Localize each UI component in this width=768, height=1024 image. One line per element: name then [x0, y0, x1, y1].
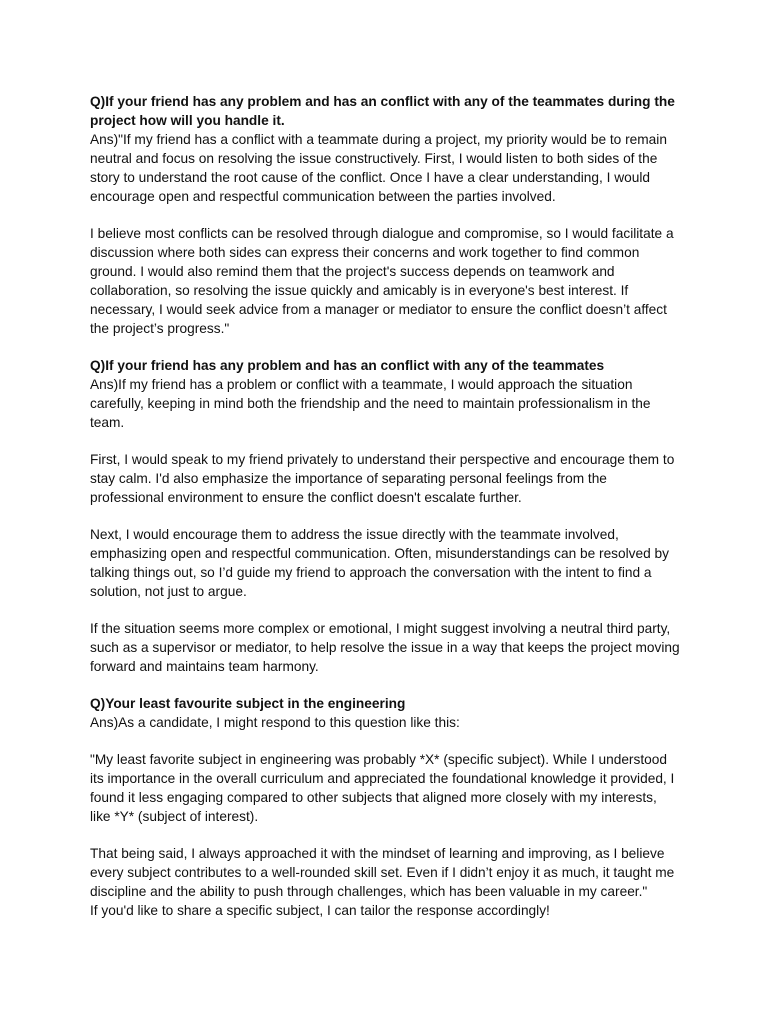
qa-section-1 — [90, 92, 680, 338]
answer-paragraph: Ans)If my friend has a problem or conflict with a teammate, I would approach the situation carefully, keeping in mind both the friendship and the need to maintain professionalism in the team. — [90, 377, 651, 430]
answer-paragraph: That being said, I always approached it with the mindset of learning and improving, as I believe every subject contributes to a well-rounded skill set. Even if I didn’t enjoy it as much, it taught me discipline and the ability to push through challenges, which has been valuable in my career." If you'd like to share a specific subject, I can tailor the response accordingly! — [90, 846, 675, 918]
answer-paragraph: First, I would speak to my friend privately to understand their perspective and encourage them to stay calm. I'd also emphasize the importance of separating personal feelings from the professional environment to ensure the conflict doesn't escalate further. — [90, 452, 675, 505]
qa-section-3 — [90, 694, 680, 920]
answer-paragraph: I believe most conflicts can be resolved through dialogue and compromise, so I would facilitate a discussion where both sides can express their concerns and work together to find common ground. I would also remind them that the project's success depends on teamwork and collaboration, so resolving the issue quickly and amicably is in everyone's best interest. If necessary, I would seek advice from a manager or mediator to ensure the conflict doesn’t affect the project’s progress." — [90, 226, 674, 336]
question-heading: Q)If your friend has any problem and has an conflict with any of the teammates during the project how will you handle it. — [90, 94, 675, 128]
answer-paragraph: "My least favorite subject in engineering was probably *X* (specific subject). While I understood its importance in the overall curriculum and appreciated the foundational knowledge it provided, I found it less engaging compared to other subjects that aligned more closely with my interests, like *Y* (subject of interest). — [90, 752, 675, 824]
question-heading: Q)Your least favourite subject in the engineering — [90, 696, 406, 711]
answer-paragraph: Next, I would encourage them to address the issue directly with the teammate involved, emphasizing open and respectful communication. Often, misunderstandings can be resolved by talking things out, so I’d guide my friend to approach the conversation with the intent to find a solution, not just to argue. — [90, 527, 670, 599]
qa-section-2 — [90, 356, 680, 676]
document-page — [90, 92, 680, 938]
question-heading: Q)If your friend has any problem and has an conflict with any of the teammates — [90, 358, 605, 373]
answer-paragraph: Ans)As a candidate, I might respond to this question like this: — [90, 715, 460, 730]
answer-paragraph: If the situation seems more complex or emotional, I might suggest involving a neutral third party, such as a supervisor or mediator, to help resolve the issue in a way that keeps the project moving forward and maintains team harmony. — [90, 621, 680, 674]
answer-paragraph: Ans)"If my friend has a conflict with a teammate during a project, my priority would be to remain neutral and focus on resolving the issue constructively. First, I would listen to both sides of the story to understand the root cause of the conflict. Once I have a clear understanding, I would encourage open and respectful communication between the parties involved. — [90, 132, 667, 204]
